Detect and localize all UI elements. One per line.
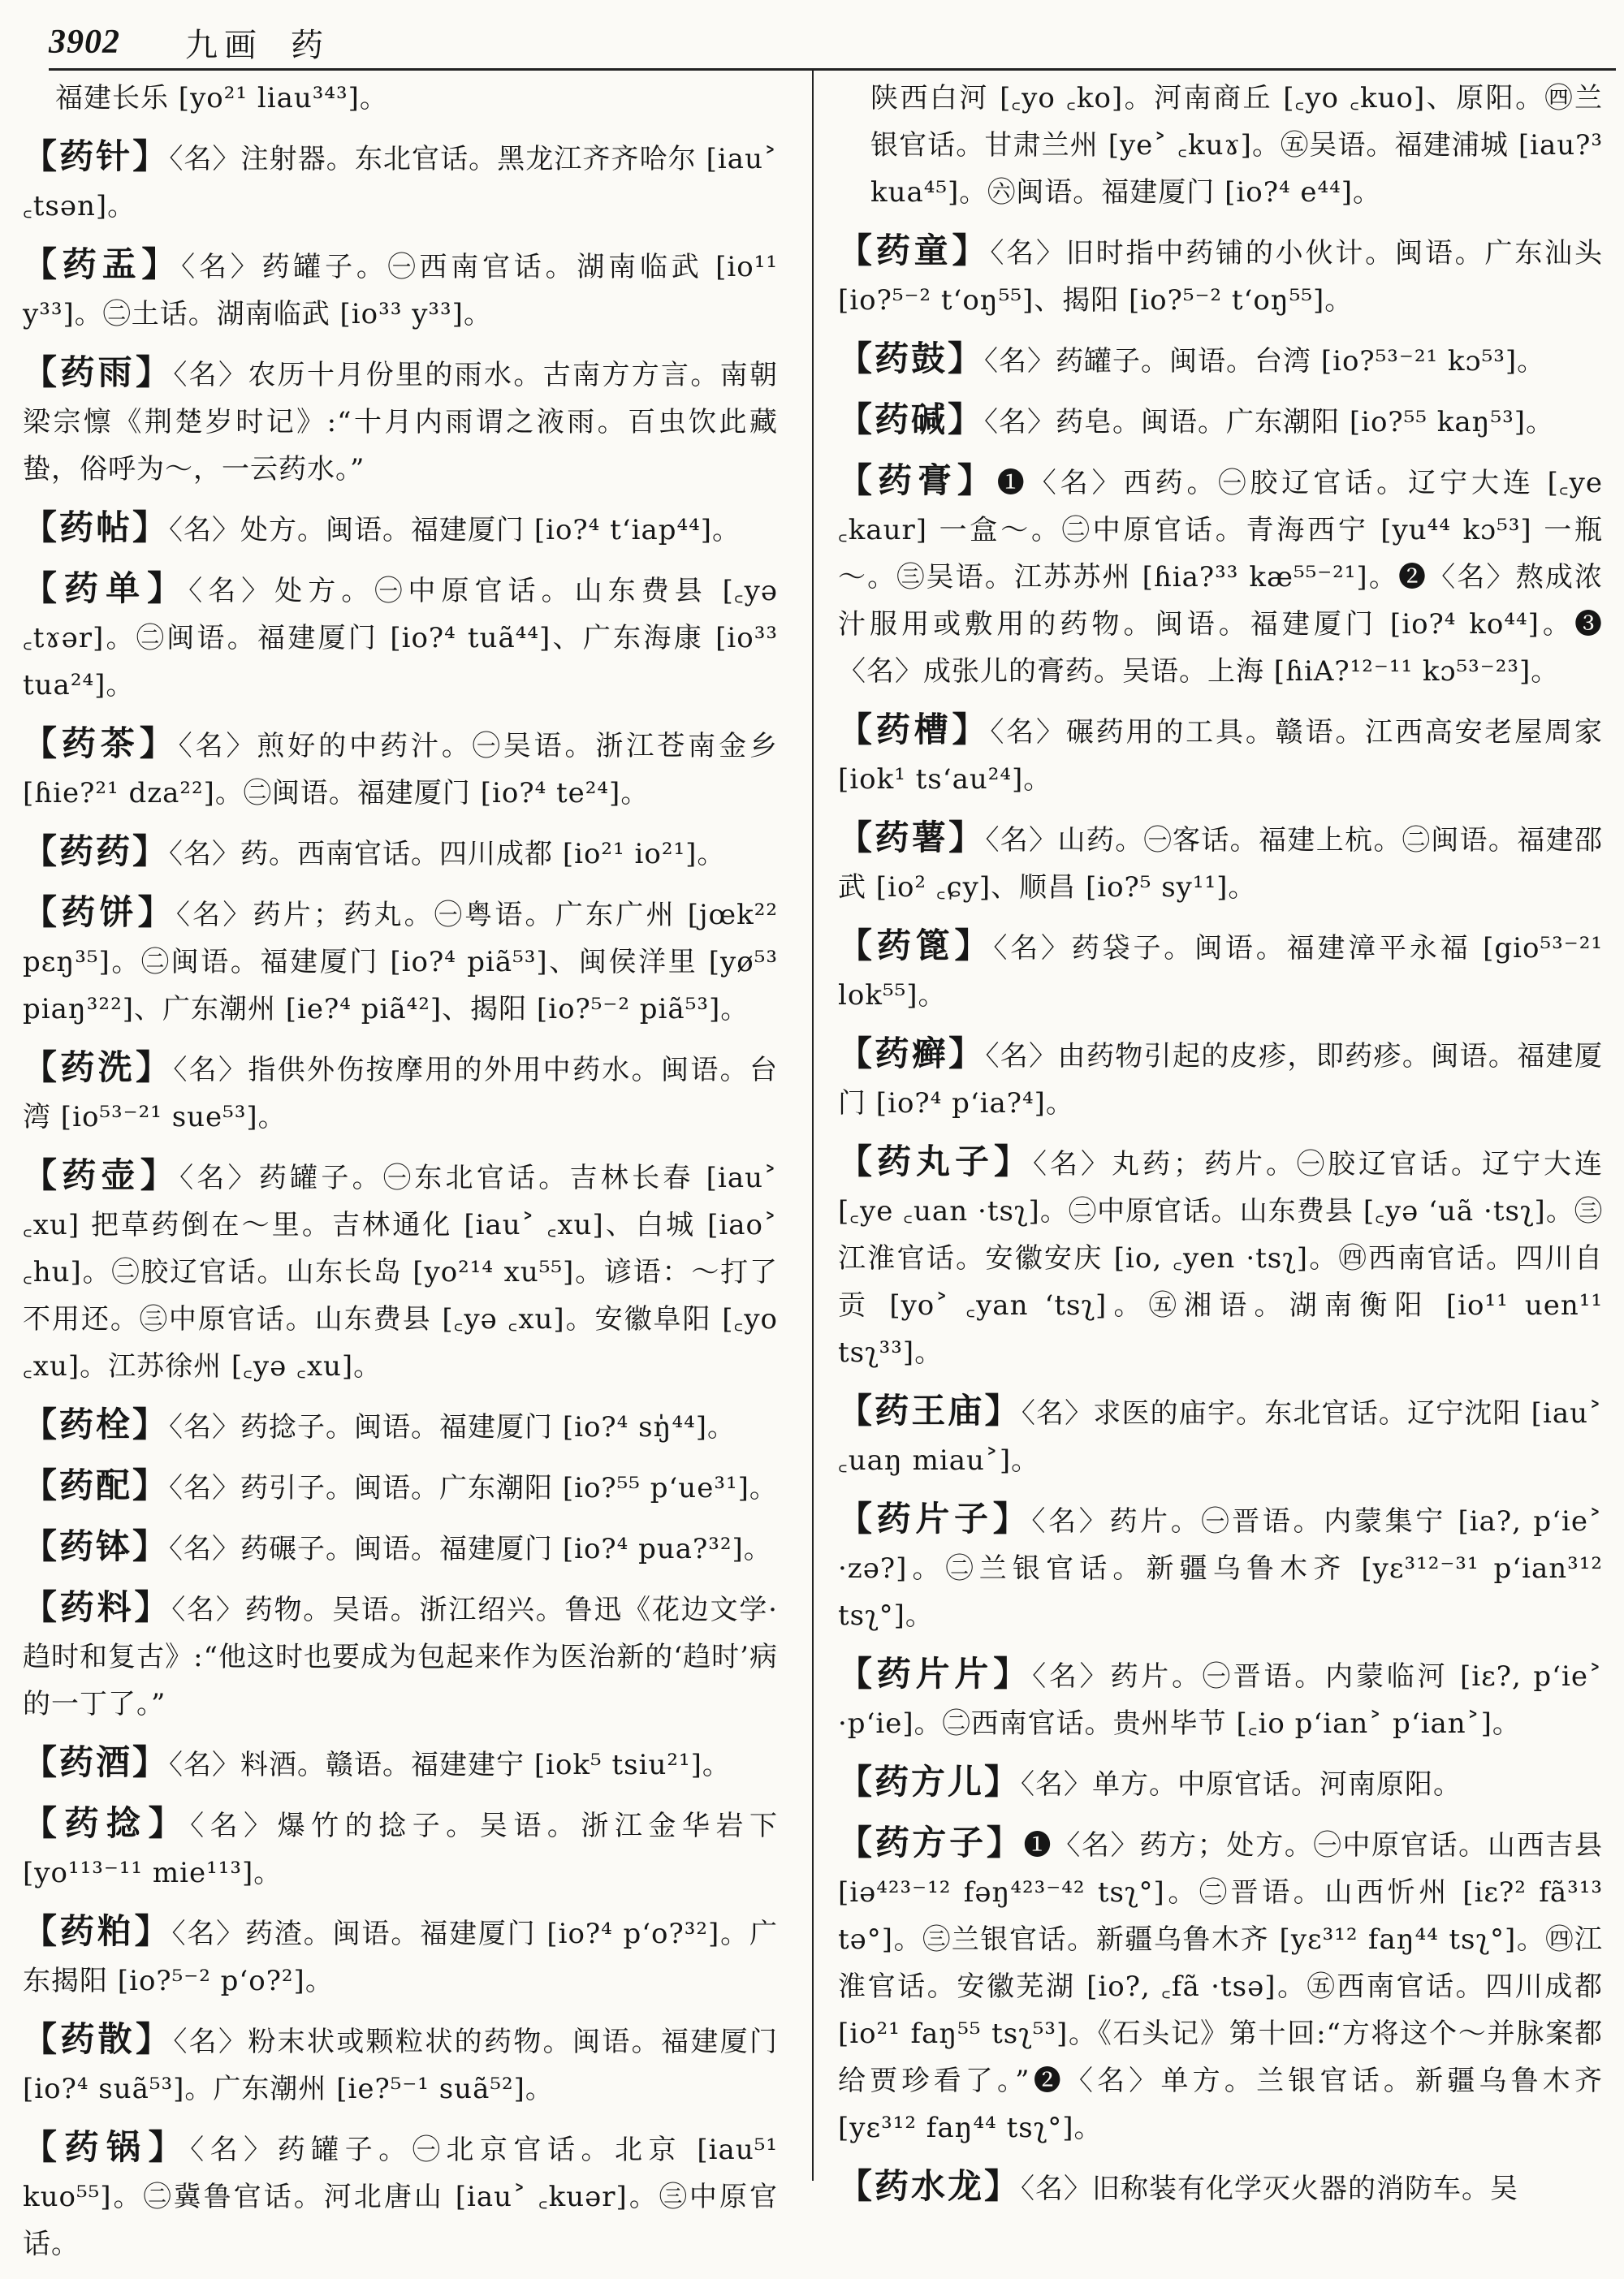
dictionary-entry [23,720,778,817]
dictionary-entry [23,565,778,709]
entry-headword: 【药茶】 [23,723,179,763]
entry-definition: 〈名〉指供外伤按摩用的外用中药水。闽语。台湾 [io⁵³⁻²¹ sue⁵³]。 [23,1054,778,1133]
dictionary-entry [23,828,778,878]
entry-definition: 福建长乐 [yo²¹ liau³⁴³]。 [55,82,388,114]
stroke-section: 九画 [185,26,263,64]
entry-definition: 〈名〉药罐子。㊀西南官话。湖南临武 [io¹¹ y³³]。㊁土话。湖南临武 [io³³ y³³]。 [23,251,778,330]
dictionary-entry [23,1584,778,1728]
dictionary-entry [23,1800,778,1897]
dictionary-entry [23,75,778,122]
dictionary-entry [838,2163,1603,2212]
entry-headword: 【药钵】 [23,1526,170,1566]
dictionary-entry [838,227,1603,324]
entry-definition: 〈名〉药罐子。㊀北京官话。北京 [iau⁵¹ kuo⁵⁵]。㊁冀鲁官话。河北唐山 [iau˃ ꜀kuər]。㊂中原官话。 [23,2134,778,2260]
entry-definition: 〈名〉碾药用的工具。赣语。江西高安老屋周家 [iok¹ ts‘au²⁴]。 [838,716,1603,796]
entry-headword: 【药丸子】 [838,1142,1033,1181]
entry-headword: 【药粕】 [23,1911,172,1951]
entry-definition: 〈名〉注射器。东北官话。黑龙江齐齐哈尔 [iau˃ ꜀tsən]。 [23,143,778,222]
right-column [838,75,1603,2224]
entry-definition: 〈名〉单方。中原官话。河南原阳。 [1021,1768,1462,1801]
entry-headword: 【药饼】 [23,892,176,932]
dictionary-entry [838,814,1603,911]
entry-headword: 【药针】 [23,136,170,176]
dictionary-entry [838,1759,1603,1808]
entry-definition: 〈名〉药引子。闽语。广东潮阳 [io?⁵⁵ p‘ue³¹]。 [169,1472,778,1504]
entry-definition: 〈名〉煎好的中药汁。㊀吴语。浙江苍南金乡 [ɦie?²¹ dza²²]。㊁闽语。福建厦门 [io?⁴ te²⁴]。 [23,730,778,809]
entry-definition: 〈名〉药片。㊀晋语。内蒙集宁 [ia?, p‘ie˃ ·zə?]。㊁兰银官话。新疆乌鲁木齐 [yɛ³¹²⁻³¹ p‘ian³¹² tsʅ°]。 [838,1505,1603,1632]
entry-headword: 【药水龙】 [838,2166,1021,2206]
radical: 药 [291,26,330,64]
dictionary-entry [23,349,778,493]
entry-headword: 【药锅】 [23,2127,191,2167]
dictionary-entry [838,1138,1603,1376]
entry-headword: 【药片片】 [838,1654,1033,1694]
dictionary-entry [838,75,1603,216]
dictionary-entry [23,1908,778,2005]
entry-definition: 〈名〉药罐子。㊀东北官话。吉林长春 [iau˃ ꜀xu] 把草药倒在～里。吉林通化 [iau˃ ꜀xu]、白城 [iao˃ ꜀hu]。㊁胶辽官话。山东长岛 [yo²¹⁴ xu⁵⁵]。谚语：～打了不用还。㊂中原官话。山东费县 [꜀yə ꜀xu]。安徽阜阳 [꜀yo ꜀xu]。江苏徐州 [꜀yə ꜀xu]。 [23,1162,778,1383]
entry-headword: 【药膏】 [838,460,997,500]
running-header [49,18,1616,67]
dictionary-entry [23,1401,778,1451]
dictionary-entry [23,2124,778,2268]
dictionary-entry [23,1044,778,1141]
dictionary-entry [838,457,1603,695]
dictionary-entry [23,1152,778,1390]
entry-headword: 【药散】 [23,2019,174,2059]
entry-definition: 〈名〉旧称装有化学灭火器的消防车。吴 [1021,2173,1519,2205]
entry-headword: 【药捻】 [23,1803,191,1843]
dictionary-entry [838,1496,1603,1639]
entry-definition: 〈名〉爆竹的捻子。吴语。浙江金华岩下 [yo¹¹³⁻¹¹ mie¹¹³]。 [23,1810,778,1889]
entry-definition: 〈名〉由药物引起的皮疹，即药疹。闽语。福建厦门 [io?⁴ p‘ia?⁴]。 [838,1040,1603,1120]
dictionary-entry [838,1651,1603,1747]
dictionary-entry [838,1030,1603,1127]
entry-definition: 〈名〉农历十月份里的雨水。古南方方言。南朝梁宗懔《荆楚岁时记》:“十月内雨谓之液雨。百虫饮此藏蛰，俗呼为～，一云药水。” [23,359,778,486]
dictionary-entry [838,706,1603,803]
entry-headword: 【药童】 [838,231,991,270]
entry-definition: 〈名〉药捻子。闽语。福建厦门 [io?⁴ sŋ̍⁴⁴]。 [169,1411,736,1444]
dictionary-entry [23,133,778,230]
entry-headword: 【药配】 [23,1465,170,1505]
entry-headword: 【药洗】 [23,1047,174,1087]
entry-headword: 【药鼓】 [838,339,985,378]
entry-headword: 【药癣】 [838,1034,986,1073]
entry-definition: ❶〈名〉药方；处方。㊀中原官话。山西吉县 [iə⁴²³⁻¹² fəŋ⁴²³⁻⁴² tsʅ°]。㊁晋语。山西忻州 [iɛ?² fã³¹³ tə°]。㊂兰银官话。新疆乌鲁木齐 [yɛ³¹² faŋ⁴⁴ tsʅ°]。㊃江淮官话。安徽芜湖 [io?, ꜀fã ·tsə]。㊄西南官话。四川成都 [io²¹ faŋ⁵⁵ tsʅ⁵³]。《石头记》第十回:“方将这个～并脉案都给贾珍看了。”❷〈名〉单方。兰银官话。新疆乌鲁木齐 [yɛ³¹² faŋ⁴⁴ tsʅ°]。 [838,1829,1603,2144]
entry-headword: 【药单】 [23,568,189,608]
dictionary-entry [23,889,778,1033]
entry-definition: 〈名〉处方。㊀中原官话。山东费县 [꜀yə ꜀tɤər]。㊁闽语。福建厦门 [io?⁴ tuã⁴⁴]、广东海康 [io³³ tua²⁴]。 [23,575,778,701]
dictionary-entry [838,922,1603,1019]
entry-headword: 【药酒】 [23,1742,170,1782]
entry-headword: 【药药】 [23,831,170,871]
dictionary-entry [23,1523,778,1573]
entry-headword: 【药雨】 [23,352,174,392]
header-rule [49,68,1616,71]
entry-definition: 〈名〉粉末状或颗粒状的药物。闽语。福建厦门 [io?⁴ suã⁵³]。广东潮州 [ie?⁵⁻¹ suã⁵²]。 [23,2026,778,2105]
left-column [23,75,778,2279]
entry-headword: 【药王庙】 [838,1391,1021,1431]
dictionary-entry [23,1462,778,1512]
entry-definition: 〈名〉处方。闽语。福建厦门 [io?⁴ t‘iap⁴⁴]。 [169,514,741,546]
entry-headword: 【药槽】 [838,710,991,749]
entry-definition: 〈名〉丸药；药片。㊀胶辽官话。辽宁大连 [꜀ye ꜀uan ·tsʅ]。㊁中原官话。山东费县 [꜀yə ‘uã ·tsʅ]。㊂江淮官话。安徽安庆 [io, ꜀yen ·tsʅ]。㊃西南官话。四川自贡 [yo˃ ꜀yan ‘tsʅ]。㊄湘语。湖南衡阳 [io¹¹ uen¹¹ tsʅ³³]。 [838,1148,1603,1369]
entry-headword: 【药碱】 [838,399,985,439]
dictionary-entry [23,241,778,338]
entry-definition: 〈名〉药片；药丸。㊀粤语。广东广州 [jœk²² pɛŋ³⁵]。㊁闽语。福建厦门 [io?⁴ piã⁵³]、闽侯洋里 [yø⁵³ piaŋ³²²]、广东潮州 [ie?⁴ piã⁴²]、揭阳 [io?⁵⁻² piã⁵³]。 [23,899,778,1025]
entry-definition: 〈名〉山药。㊀客话。福建上杭。㊁闽语。福建邵武 [io² ꜀ɕy]、顺昌 [io?⁵ sy¹¹]。 [838,824,1603,904]
entry-definition: 〈名〉药渣。闽语。福建厦门 [io?⁴ p‘o?³²]。广东揭阳 [io?⁵⁻² p‘o?²]。 [23,1918,778,1997]
entry-definition: 〈名〉旧时指中药铺的小伙计。闽语。广东汕头 [io?⁵⁻² t‘oŋ⁵⁵]、揭阳 [io?⁵⁻² t‘oŋ⁵⁵]。 [838,237,1603,317]
dictionary-entry [23,1739,778,1789]
dictionary-entry [838,396,1603,446]
entry-headword: 【药方子】 [838,1823,1024,1862]
entry-headword: 【药料】 [23,1587,172,1627]
entry-definition: 〈名〉药袋子。闽语。福建漳平永福 [gio⁵³⁻²¹ lok⁵⁵]。 [838,932,1603,1012]
dictionary-entry [23,504,778,554]
dictionary-entry [838,335,1603,385]
entry-headword: 【药片子】 [838,1499,1032,1539]
column-divider [812,70,814,2181]
page-number: 3902 [49,24,120,61]
entry-headword: 【药帖】 [23,507,170,547]
entry-definition: 陕西白河 [꜀yo ꜀ko]。河南商丘 [꜀yo ꜀kuo]、原阳。㊃兰银官话。甘肃兰州 [ye˃ ꜀kuɤ]。㊄吴语。福建浦城 [iau?³ kua⁴⁵]。㊅闽语。福建厦门 [io?⁴ e⁴⁴]。 [870,82,1603,209]
dictionary-entry [838,1388,1603,1484]
entry-definition: 〈名〉药物。吴语。浙江绍兴。鲁迅《花边文学·趋时和复古》:“他这时也要成为包起来作为医治新的‘趋时’病的一丁了。” [23,1594,778,1720]
entry-headword: 【药薯】 [838,818,986,857]
entry-headword: 【药篦】 [838,926,994,965]
entry-definition: 〈名〉药片。㊀晋语。内蒙临河 [iɛ?, p‘ie˃ ·p‘ie]。㊁西南官话。贵州毕节 [꜀io p‘ian˃ p‘ian˃]。 [838,1660,1603,1740]
entry-headword: 【药方儿】 [838,1762,1021,1802]
dictionary-entry [838,1819,1603,2152]
entry-definition: 〈名〉药皂。闽语。广东潮阳 [io?⁵⁵ kaŋ⁵³]。 [984,406,1555,438]
running-title [185,19,330,66]
entry-definition: 〈名〉料酒。赣语。福建建宁 [iok⁵ tsiu²¹]。 [169,1749,731,1781]
entry-headword: 【药栓】 [23,1405,170,1444]
entry-definition: 〈名〉药。西南官话。四川成都 [io²¹ io²¹]。 [169,838,726,870]
dictionary-entry [23,2016,778,2113]
entry-headword: 【药壶】 [23,1155,180,1195]
entry-definition: 〈名〉药罐子。闽语。台湾 [io?⁵³⁻²¹ kɔ⁵³]。 [984,345,1546,378]
entry-headword: 【药盂】 [23,244,182,284]
entry-definition: 〈名〉求医的庙宇。东北官话。辽宁沈阳 [iau˃ ꜀uaŋ miau˃]。 [838,1397,1603,1477]
entry-definition: ❶〈名〉西药。㊀胶辽官话。辽宁大连 [꜀ye ꜀kaur] 一盒～。㊁中原官话。青海西宁 [yu⁴⁴ kɔ⁵³] 一瓶～。㊂吴语。江苏苏州 [ɦia?³³ kæ⁵⁵⁻²¹]。❷〈名〉熬成浓汁服用或敷用的药物。闽语。福建厦门 [io?⁴ ko⁴⁴]。❸〈名〉成张儿的膏药。吴语。上海 [ɦiA?¹²⁻¹¹ kɔ⁵³⁻²³]。 [838,467,1603,688]
entry-definition: 〈名〉药碾子。闽语。福建厦门 [io?⁴ pua?³²]。 [169,1533,772,1565]
